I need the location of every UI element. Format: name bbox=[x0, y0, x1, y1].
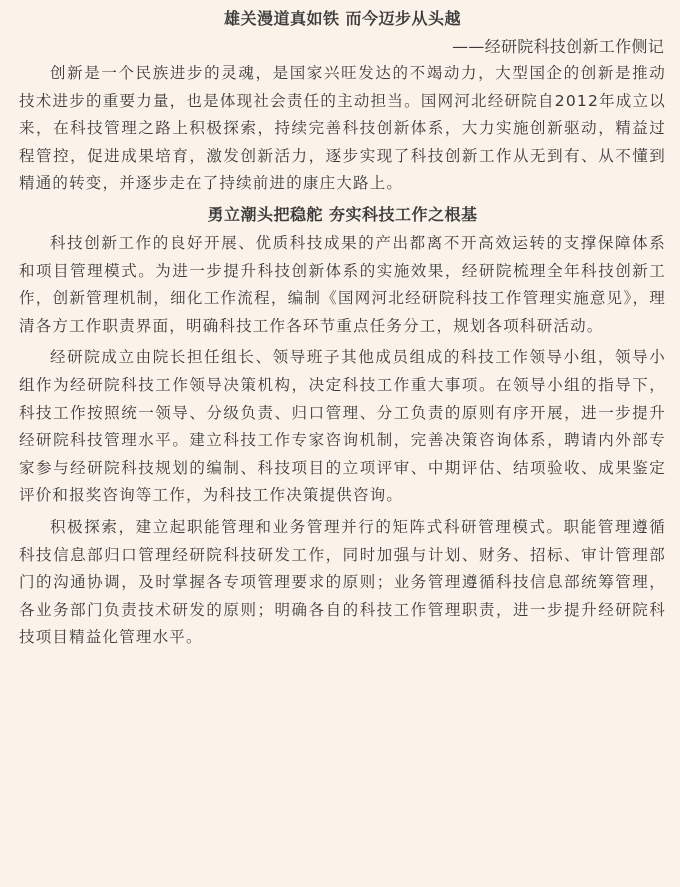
body-paragraph-1: 科技创新工作的良好开展、优质科技成果的产出都离不开高效运转的支撑保障体系和项目管理模式。为进一步提升科技创新体系的实施效果，经研院梳理全年科技创新工作，创新管理机制，细化工作流程，编制《国网河北经研院科技工作管理实施意见》，理清各方工作职责界面，明确科技工作各环节重点任务分工，规划各项科研活动。 bbox=[19, 233, 666, 335]
article-subtitle: ——经研院科技创新工作侧记 bbox=[452, 37, 664, 56]
body-paragraph-2: 经研院成立由院长担任组长、领导班子其他成员组成的科技工作领导小组，领导小组作为经研院科技工作领导决策机构，决定科技工作重大事项。在领导小组的指导下，科技工作按照统一领导、分级负责、归口管理、分工负责的原则有序开展，进一步提升经研院科技管理水平。建立科技工作专家咨询机制，完善决策咨询体系，聘请内外部专家参与经研院科技规划的编制、科技项目的立项评审、中期评估、结项验收、成果鉴定评价和报奖咨询等工作，为科技工作决策提供咨询。 bbox=[19, 348, 666, 505]
article-title: 雄关漫道真如铁 而今迈步从头越 bbox=[223, 9, 462, 28]
intro-paragraph: 创新是一个民族进步的灵魂，是国家兴旺发达的不竭动力，大型国企的创新是推动技术进步的重要力量，也是体现社会责任的主动担当。国网河北经研院自2012年成立以来，在科技管理之路上积极探索，持续完善科技创新体系，大力实施创新驱动，精益过程管控，促进成果培育，激发创新活力，逐步实现了科技创新工作从无到有、从不懂到精通的转变，并逐步走在了持续前进的康庄大路上。 bbox=[19, 64, 666, 193]
body-paragraph-3: 积极探索，建立起职能管理和业务管理并行的矩阵式科研管理模式。职能管理遵循科技信息部归口管理经研院科技研发工作，同时加强与计划、财务、招标、审计管理部门的沟通协调，及时掌握各专项管理要求的原则；业务管理遵循科技信息部统筹管理，各业务部门负责技术研发的原则；明确各自的科技工作管理职责，进一步提升经研院科技项目精益化管理水平。 bbox=[19, 517, 666, 647]
section-heading: 勇立潮头把稳舵 夯实科技工作之根基 bbox=[207, 204, 478, 224]
